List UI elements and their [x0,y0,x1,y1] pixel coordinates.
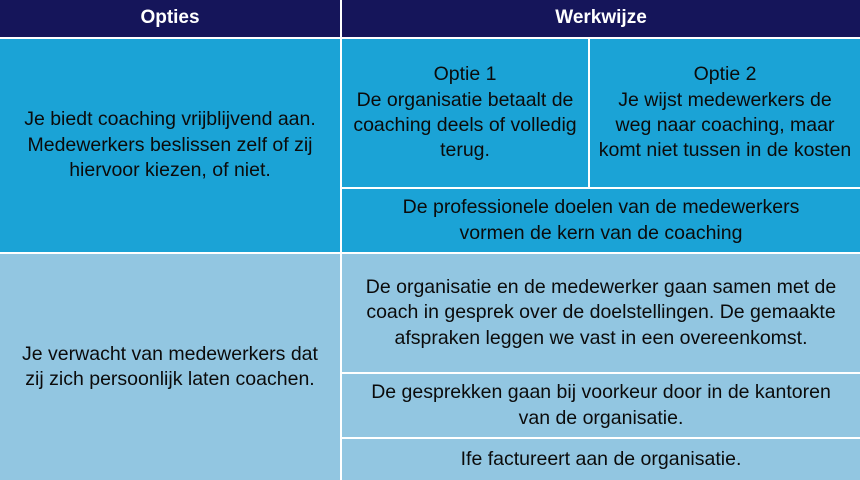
option-2-cell [590,39,860,187]
billing-cell: Ife factureert aan de organisatie. [342,439,860,480]
agreement-cell: De organisatie en de medewerker gaan samen met de coach in gesprek over de doelstellingen. De gemaakte afspraken leggen we vast in een overeenkomst. [342,254,860,372]
option-1-title: Optie 1 [433,63,497,86]
option-voluntary-cell: Je biedt coaching vrijblijvend aan. Medewerkers beslissen zelf of zij hiervoor kiezen, of niet. [0,39,340,252]
option-1-cell [342,39,588,187]
option-2-title: Optie 2 [693,63,757,86]
location-cell: De gesprekken gaan bij voorkeur door in de kantoren van de organisatie. [342,374,860,437]
option-2-text: Je wijst medewerkers de weg naar coaching, maar komt niet tussen in de kosten [598,88,852,162]
header-opties: Opties [0,0,340,37]
option-expected-cell: Je verwacht van medewerkers dat zij zich persoonlijk laten coachen. [0,254,340,480]
option-1-text: De organisatie betaalt de coaching deels of volledig terug. [353,88,577,162]
goals-cell: De professionele doelen van de medewerkers vormen de kern van de coaching [342,189,860,252]
header-werkwijze: Werkwijze [342,0,860,37]
